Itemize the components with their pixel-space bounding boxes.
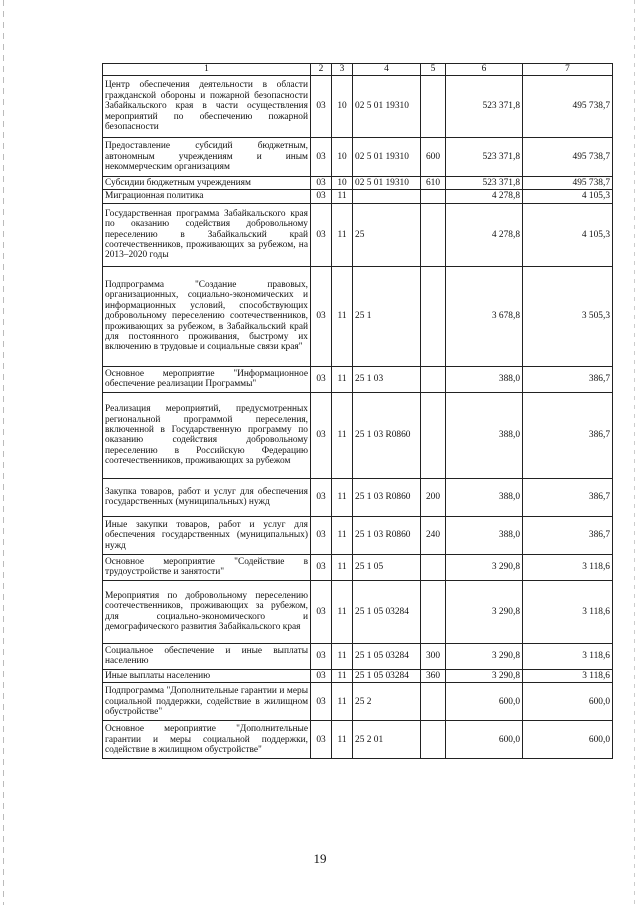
item-name-cell: Миграционная политика (103, 190, 311, 203)
table-row (103, 516, 613, 554)
target-article-cell: 25 2 (353, 683, 421, 721)
section-code-cell: 03 (311, 366, 332, 392)
subsection-code-cell: 10 (332, 138, 353, 177)
expense-type-cell (421, 203, 446, 266)
amount-cell: 600,0 (523, 721, 613, 759)
item-name-cell: Иные выплаты населению (103, 669, 311, 682)
amount-cell: 386,7 (523, 516, 613, 554)
page-number: 19 (313, 851, 327, 866)
expense-type-cell (421, 76, 446, 138)
table-row (103, 683, 613, 721)
item-name-cell: Закупка товаров, работ и услуг для обеспечения государственных (муниципальных) нужд (103, 478, 311, 516)
target-article-cell: 25 1 03 R0860 (353, 516, 421, 554)
expense-type-cell: 200 (421, 478, 446, 516)
table-row (103, 669, 613, 682)
section-code-cell: 03 (311, 177, 332, 190)
expense-type-cell: 240 (421, 516, 446, 554)
section-code-cell: 03 (311, 516, 332, 554)
amount-cell: 386,7 (523, 478, 613, 516)
table-row (103, 190, 613, 203)
item-name-cell: Реализация мероприятий, предусмотренных региональной программой переселения, включенной в Государственную программу по оказанию содействия добровольному переселению в Российскую Федерацию соотечественников, проживающих за рубежом (103, 392, 311, 478)
amount-cell: 523 371,8 (446, 177, 523, 190)
column-header: 1 (103, 64, 311, 76)
expense-type-cell (421, 266, 446, 366)
section-code-cell: 03 (311, 669, 332, 682)
amount-cell: 600,0 (446, 683, 523, 721)
expense-type-cell (421, 580, 446, 643)
amount-cell: 495 738,7 (523, 177, 613, 190)
scan-edge-right (634, 0, 635, 905)
section-code-cell: 03 (311, 266, 332, 366)
column-header: 5 (421, 64, 446, 76)
table-row (103, 366, 613, 392)
table-row (103, 138, 613, 177)
amount-cell: 523 371,8 (446, 138, 523, 177)
target-article-cell: 25 1 03 (353, 366, 421, 392)
amount-cell: 3 290,8 (446, 643, 523, 669)
item-name-cell: Основное мероприятие "Содействие в трудоустройстве и занятости" (103, 554, 311, 580)
item-name-cell: Подпрограмма "Создание правовых, организационных, социально-экономических и информационных условий, способствующих добровольному переселению соотечественников, проживающих за рубежом, в Забайкальский край для постоянного проживания, быстрому их включению в трудовые и социальные связи края" (103, 266, 311, 366)
amount-cell: 386,7 (523, 392, 613, 478)
target-article-cell: 25 2 01 (353, 721, 421, 759)
amount-cell: 523 371,8 (446, 76, 523, 138)
section-code-cell: 03 (311, 203, 332, 266)
item-name-cell: Субсидии бюджетным учреждениям (103, 177, 311, 190)
amount-cell: 4 105,3 (523, 190, 613, 203)
subsection-code-cell: 11 (332, 190, 353, 203)
table-row (103, 203, 613, 266)
target-article-cell: 25 1 05 03284 (353, 580, 421, 643)
target-article-cell: 02 5 01 19310 (353, 76, 421, 138)
section-code-cell: 03 (311, 392, 332, 478)
item-name-cell: Подпрограмма "Дополнительные гарантии и меры социальной поддержки, содействие в жилищном обустройстве" (103, 683, 311, 721)
item-name-cell: Основное мероприятие "Информационное обеспечение реализации Программы" (103, 366, 311, 392)
amount-cell: 3 118,6 (523, 643, 613, 669)
expense-type-cell: 300 (421, 643, 446, 669)
amount-cell: 3 678,8 (446, 266, 523, 366)
amount-cell: 388,0 (446, 392, 523, 478)
subsection-code-cell: 11 (332, 669, 353, 682)
column-header: 2 (311, 64, 332, 76)
target-article-cell: 02 5 01 19310 (353, 138, 421, 177)
item-name-cell: Основное мероприятие "Дополнительные гарантии и меры социальной поддержки, содействие в жилищном обустройстве" (103, 721, 311, 759)
subsection-code-cell: 10 (332, 177, 353, 190)
table-row (103, 643, 613, 669)
item-name-cell: Социальное обеспечение и иные выплаты населению (103, 643, 311, 669)
subsection-code-cell: 11 (332, 203, 353, 266)
subsection-code-cell: 11 (332, 643, 353, 669)
column-header: 4 (353, 64, 421, 76)
target-article-cell: 25 1 05 03284 (353, 643, 421, 669)
subsection-code-cell: 11 (332, 721, 353, 759)
table-header-row (103, 64, 613, 76)
amount-cell: 3 118,6 (523, 554, 613, 580)
amount-cell: 3 118,6 (523, 580, 613, 643)
amount-cell: 495 738,7 (523, 138, 613, 177)
amount-cell: 495 738,7 (523, 76, 613, 138)
subsection-code-cell: 11 (332, 516, 353, 554)
expense-type-cell (421, 683, 446, 721)
expense-type-cell (421, 554, 446, 580)
subsection-code-cell: 11 (332, 478, 353, 516)
amount-cell: 3 118,6 (523, 669, 613, 682)
budget-table (102, 63, 613, 759)
amount-cell: 3 505,3 (523, 266, 613, 366)
table-row (103, 721, 613, 759)
subsection-code-cell: 11 (332, 266, 353, 366)
expense-type-cell (421, 392, 446, 478)
subsection-code-cell: 11 (332, 392, 353, 478)
section-code-cell: 03 (311, 76, 332, 138)
section-code-cell: 03 (311, 190, 332, 203)
item-name-cell: Мероприятия по добровольному переселению соотечественников, проживающих за рубежом, для социально-экономического и демографического развития Забайкальского края (103, 580, 311, 643)
target-article-cell (353, 190, 421, 203)
section-code-cell: 03 (311, 478, 332, 516)
amount-cell: 600,0 (446, 721, 523, 759)
item-name-cell: Предоставление субсидий бюджетным, автономным учреждениям и иным некоммерческим организациям (103, 138, 311, 177)
target-article-cell: 25 1 05 (353, 554, 421, 580)
target-article-cell: 25 1 05 03284 (353, 669, 421, 682)
table-row (103, 392, 613, 478)
expense-type-cell (421, 366, 446, 392)
target-article-cell: 25 (353, 203, 421, 266)
table-row (103, 478, 613, 516)
column-header: 3 (332, 64, 353, 76)
amount-cell: 388,0 (446, 516, 523, 554)
subsection-code-cell: 11 (332, 554, 353, 580)
target-article-cell: 25 1 03 R0860 (353, 392, 421, 478)
section-code-cell: 03 (311, 580, 332, 643)
expense-type-cell: 610 (421, 177, 446, 190)
amount-cell: 3 290,8 (446, 554, 523, 580)
scan-edge-left (3, 0, 4, 905)
table-row (103, 580, 613, 643)
expense-type-cell: 600 (421, 138, 446, 177)
subsection-code-cell: 11 (332, 683, 353, 721)
amount-cell: 3 290,8 (446, 580, 523, 643)
table-row (103, 554, 613, 580)
expense-type-cell: 360 (421, 669, 446, 682)
section-code-cell: 03 (311, 138, 332, 177)
table-row (103, 266, 613, 366)
table-row (103, 76, 613, 138)
item-name-cell: Центр обеспечения деятельности в области гражданской обороны и пожарной безопасности Забайкальского края в части осуществления мероприятий по обеспечению пожарной безопасности (103, 76, 311, 138)
amount-cell: 4 278,8 (446, 190, 523, 203)
amount-cell: 386,7 (523, 366, 613, 392)
amount-cell: 4 278,8 (446, 203, 523, 266)
amount-cell: 4 105,3 (523, 203, 613, 266)
amount-cell: 3 290,8 (446, 669, 523, 682)
subsection-code-cell: 11 (332, 580, 353, 643)
amount-cell: 388,0 (446, 366, 523, 392)
item-name-cell: Иные закупки товаров, работ и услуг для обеспечения государственных (муниципальных) нужд (103, 516, 311, 554)
section-code-cell: 03 (311, 643, 332, 669)
amount-cell: 388,0 (446, 478, 523, 516)
subsection-code-cell: 10 (332, 76, 353, 138)
target-article-cell: 25 1 (353, 266, 421, 366)
column-header: 7 (523, 64, 613, 76)
item-name-cell: Государственная программа Забайкальского края по оказанию содействия добровольному переселению в Забайкальский край соотечественников, проживающих за рубежом, на 2013–2020 годы (103, 203, 311, 266)
target-article-cell: 25 1 03 R0860 (353, 478, 421, 516)
expense-type-cell (421, 190, 446, 203)
target-article-cell: 02 5 01 19310 (353, 177, 421, 190)
column-header: 6 (446, 64, 523, 76)
expense-type-cell (421, 721, 446, 759)
table-row (103, 177, 613, 190)
amount-cell: 600,0 (523, 683, 613, 721)
section-code-cell: 03 (311, 721, 332, 759)
section-code-cell: 03 (311, 554, 332, 580)
section-code-cell: 03 (311, 683, 332, 721)
subsection-code-cell: 11 (332, 366, 353, 392)
